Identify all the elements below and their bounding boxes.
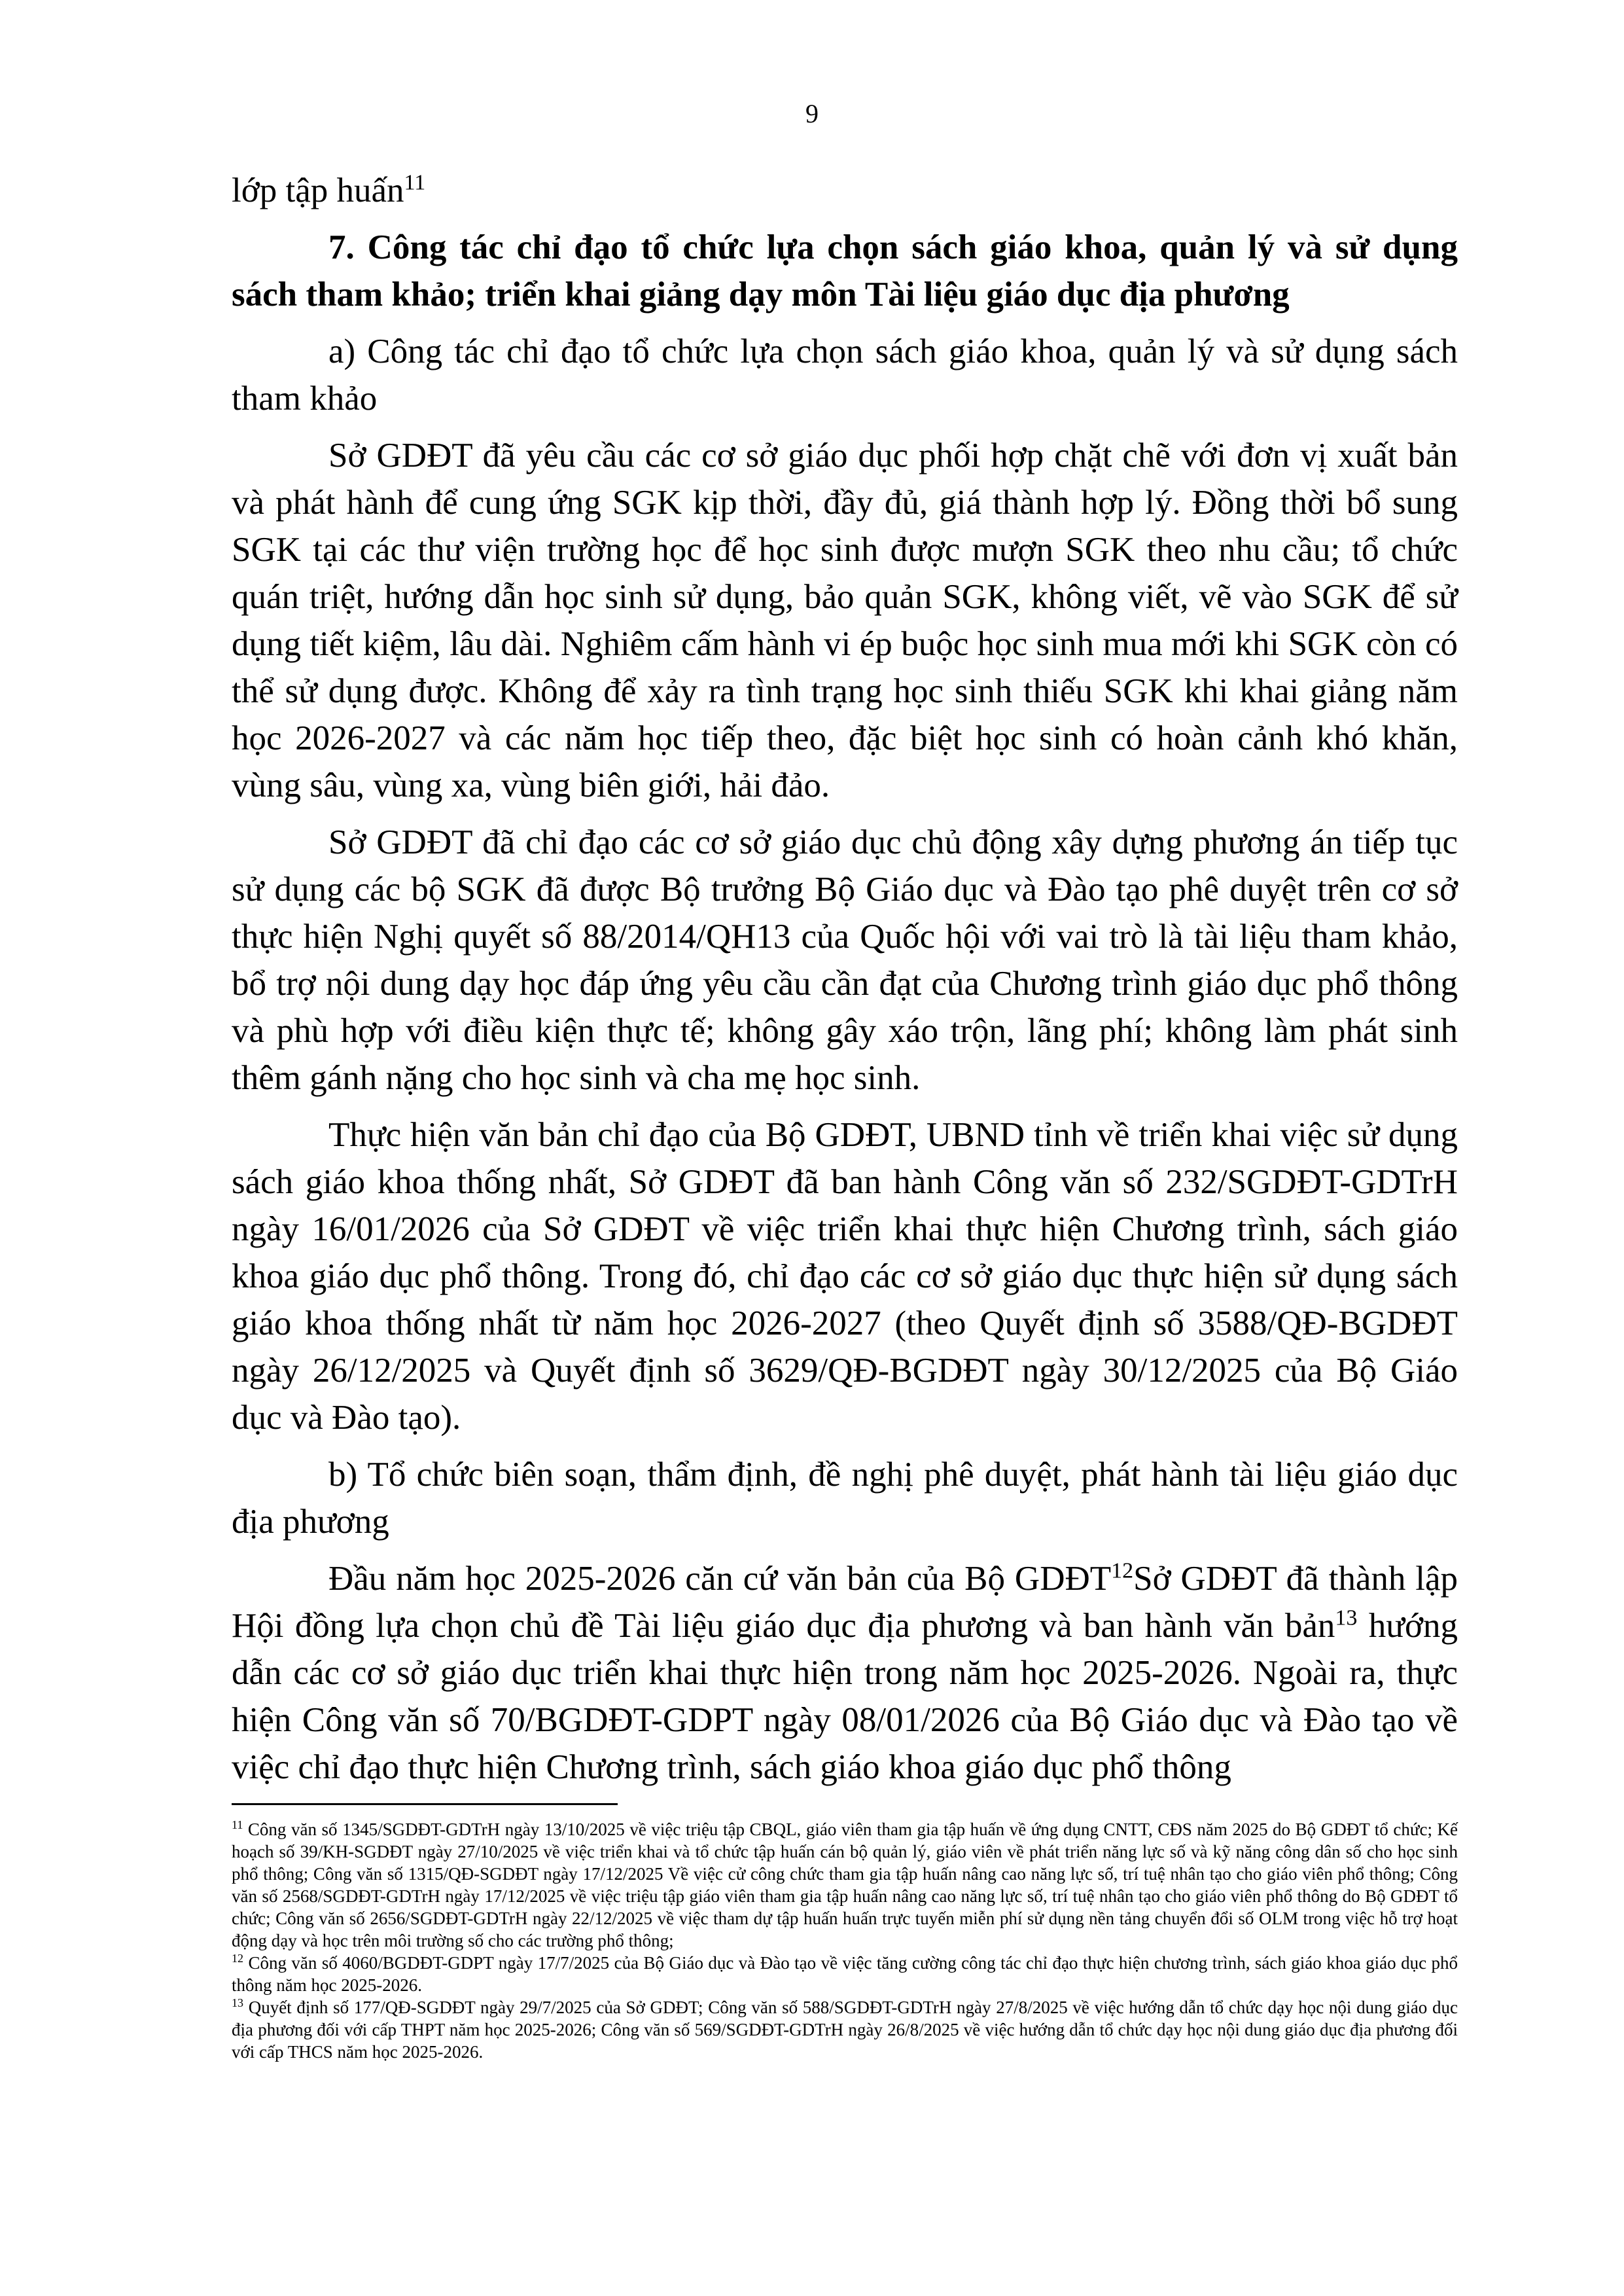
footnote-text: Quyết định số 177/QĐ-SGDĐT ngày 29/7/2025 của Sở GDĐT; Công văn số 588/SGDĐT-GDTrH ngày 27/8/2025 về việc hướng dẫn tổ chức dạy học nội dung giáo dục địa phương đối với cấp THPT năm học 2025-2026; Công văn số 569/SGDĐT-GDTrH ngày 26/8/2025 về việc hướng dẫn tổ chức dạy học nội dung giáo dục địa phương đối với cấp THCS năm học 2025-2026.: [232, 1998, 1458, 2062]
footnote-separator: [232, 1803, 618, 1805]
paragraph-text: Đầu năm học 2025-2026 căn cứ văn bản của Bộ GDĐT: [328, 1560, 1112, 1598]
footnote-12: [232, 1952, 1458, 1996]
subsection-b-heading: b) Tổ chức biên soạn, thẩm định, đề nghị phê duyệt, phát hành tài liệu giáo dục địa phương: [232, 1456, 1458, 1541]
section-heading-7: 7. Công tác chỉ đạo tổ chức lựa chọn sách giáo khoa, quản lý và sử dụng sách tham khảo; triển khai giảng dạy môn Tài liệu giáo dục địa phương: [232, 228, 1458, 314]
paragraph-continuation: [232, 167, 1458, 214]
footnote-number: 13: [232, 1996, 243, 2009]
paragraph: Sở GDĐT đã chỉ đạo các cơ sở giáo dục chủ động xây dựng phương án tiếp tục sử dụng các bộ SGK đã được Bộ trưởng Bộ Giáo dục và Đào tạo phê duyệt trên cơ sở thực hiện Nghị quyết số 88/2014/QH13 của Quốc hội với vai trò là tài liệu tham khảo, bổ trợ nội dung dạy học đáp ứng yêu cầu cần đạt của Chương trình giáo dục phổ thông và phù hợp với điều kiện thực tế; không gây xáo trộn, lãng phí; không làm phát sinh thêm gánh nặng cho học sinh và cha mẹ học sinh.: [232, 823, 1458, 1097]
paragraph-text: lớp tập huấn: [232, 171, 404, 209]
footnote-11: [232, 1818, 1458, 1952]
paragraph: Thực hiện văn bản chỉ đạo của Bộ GDĐT, UBND tỉnh về triển khai việc sử dụng sách giáo khoa thống nhất, Sở GDĐT đã ban hành Công văn số 232/SGDĐT-GDTrH ngày 16/01/2026 của Sở GDĐT về việc triển khai thực hiện Chương trình, sách giáo khoa giáo dục phổ thông. Trong đó, chỉ đạo các cơ sở giáo dục thực hiện sử dụng sách giáo khoa thống nhất từ năm học 2026-2027 (theo Quyết định số 3588/QĐ-BGDĐT ngày 26/12/2025 và Quyết định số 3629/QĐ-BGDĐT ngày 30/12/2025 của Bộ Giáo dục và Đào tạo).: [232, 1116, 1458, 1437]
paragraph-text: hướng dẫn các cơ sở giáo dục triển khai thực hiện trong năm học 2025-2026. Ngoài ra, thực hiện Công văn số 70/BGDĐT-GDPT ngày 08/01/2026 của Bộ Giáo dục và Đào tạo về việc chỉ đạo thực hiện Chương trình, sách giáo khoa giáo dục phổ thông: [232, 1607, 1458, 1786]
footnote-13: [232, 1996, 1458, 2063]
footnotes: [232, 1818, 1458, 2063]
footnote-text: Công văn số 1345/SGDĐT-GDTrH ngày 13/10/2025 về việc triệu tập CBQL, giáo viên tham gia tập huấn về ứng dụng CNTT, CĐS năm 2025 do Bộ GDĐT tổ chức; Kế hoạch số 39/KH-SGDĐT ngày 27/10/2025 về việc triển khai và tổ chức tập huấn cán bộ quản lý, giáo viên về phát triển năng lực số và kỹ năng công dân số cho học sinh phổ thông; Công văn số 1315/QĐ-SGDĐT ngày 17/12/2025 Về việc cử công chức tham gia tập huấn nâng cao năng lực số, trí tuệ nhân tạo cho giáo viên phổ thông; Công văn số 2568/SGDĐT-GDTrH ngày 17/12/2025 về việc triệu tập giáo viên tham gia tập huấn nâng cao năng lực số, trí tuệ nhân tạo cho giáo viên phổ thông do Bộ GDĐT tổ chức; Công văn số 2656/SGDĐT-GDTrH ngày 22/12/2025 về việc tham dự tập huấn huấn trực tuyến miễn phí sử dụng nền tảng chuyển đổi số OLM trong việc hỗ trợ hoạt động dạy và học trên môi trường số cho các trường phổ thông;: [232, 1820, 1458, 1950]
footnote-ref-11: 11: [404, 170, 426, 195]
page-number: 9: [805, 99, 819, 128]
footnote-number: 12: [232, 1952, 243, 1965]
footnote-ref-13: 13: [1335, 1605, 1358, 1630]
subsection-a-heading: a) Công tác chỉ đạo tổ chức lựa chọn sách giáo khoa, quản lý và sử dụng sách tham khảo: [232, 332, 1458, 418]
paragraph-text: Sở GDĐT đã thành lập Hội đồng lựa chọn chủ đề Tài liệu giáo dục địa phương và ban hành văn bản: [232, 1560, 1458, 1645]
footnote-ref-12: 12: [1111, 1558, 1134, 1583]
document-body: [232, 167, 1458, 1801]
footnote-text: Công văn số 4060/BGDĐT-GDPT ngày 17/7/2025 của Bộ Giáo dục và Đào tạo về việc tăng cường công tác chỉ đạo thực hiện chương trình, sách giáo khoa giáo dục phổ thông năm học 2025-2026.: [232, 1953, 1458, 1995]
paragraph: Sở GDĐT đã yêu cầu các cơ sở giáo dục phối hợp chặt chẽ với đơn vị xuất bản và phát hành để cung ứng SGK kịp thời, đầy đủ, giá thành hợp lý. Đồng thời bổ sung SGK tại các thư viện trường học để học sinh được mượn SGK theo nhu cầu; tổ chức quán triệt, hướng dẫn học sinh sử dụng, bảo quản SGK, không viết, vẽ vào SGK để sử dụng tiết kiệm, lâu dài. Nghiêm cấm hành vi ép buộc học sinh mua mới khi SGK còn có thể sử dụng được. Không để xảy ra tình trạng học sinh thiếu SGK khi khai giảng năm học 2026-2027 và các năm học tiếp theo, đặc biệt học sinh có hoàn cảnh khó khăn, vùng sâu, vùng xa, vùng biên giới, hải đảo.: [232, 437, 1458, 804]
paragraph: [232, 1555, 1458, 1791]
footnote-number: 11: [232, 1818, 243, 1831]
